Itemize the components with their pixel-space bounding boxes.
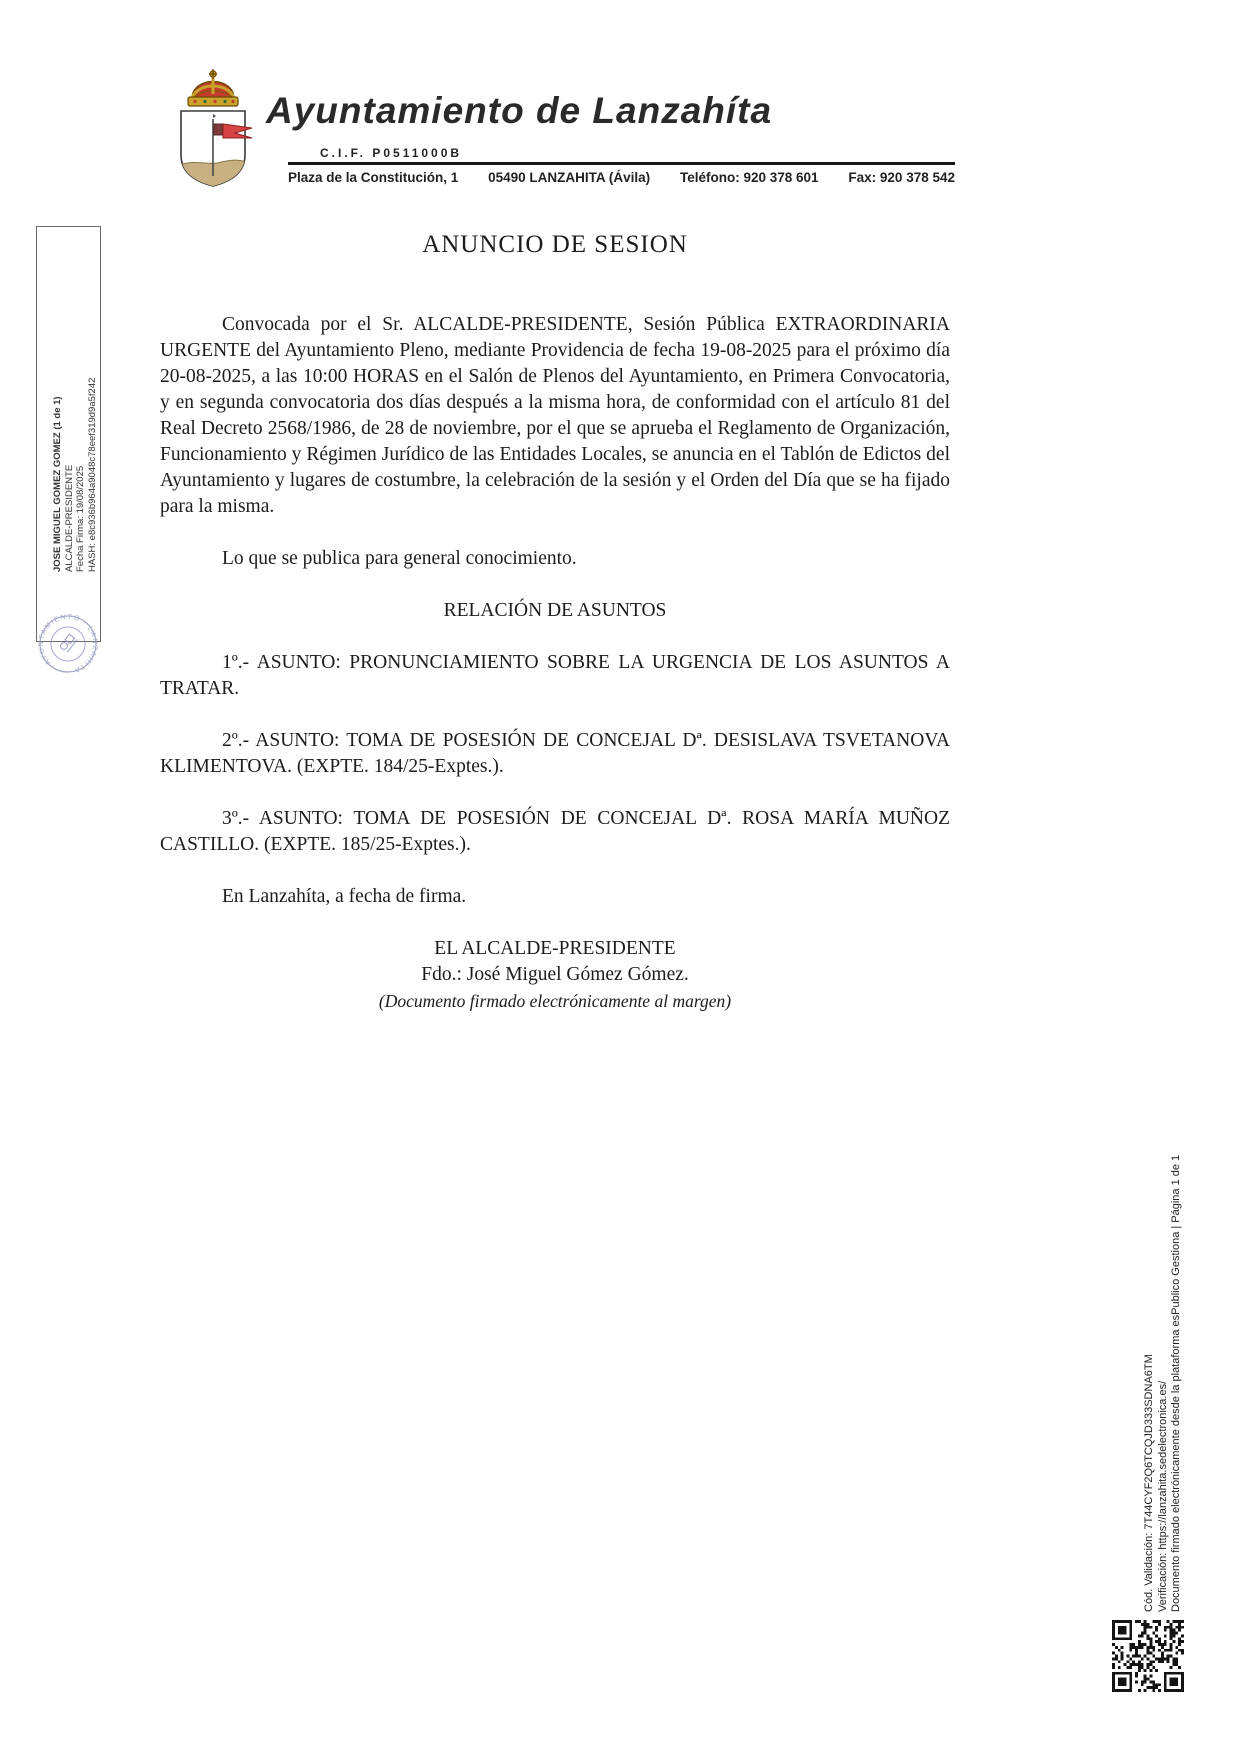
- signer-name: JOSE MIGUEL GOMEZ GOMEZ (1 de 1): [52, 396, 63, 572]
- signature-hash: HASH: e8c936b964a9048c78eef319d9a5f242: [86, 377, 98, 572]
- signer-role: ALCALDE-PRESIDENTE: [63, 464, 75, 572]
- signature-name: Fdo.: José Miguel Gómez Gómez.: [421, 964, 689, 985]
- signature-note: (Documento firmado electrónicamente al margen): [378, 991, 732, 1011]
- publication-paragraph: Lo que se publica para general conocimiento.: [222, 548, 577, 569]
- header-postal: 05490 LANZAHITA (Ávila): [488, 170, 651, 185]
- validation-strip: [1143, 964, 1184, 1612]
- esignature-details: [52, 332, 98, 572]
- document-title: ANUNCIO DE SESION: [422, 231, 688, 258]
- agenda-heading: RELACIÓN DE ASUNTOS: [443, 600, 667, 621]
- signature-block: [160, 936, 950, 1014]
- cif-number: C.I.F. P0511000B: [320, 146, 463, 160]
- municipality-title: Ayuntamiento de Lanzahíta: [266, 90, 773, 131]
- validation-code: Cód. Validación: 7T44CYF2Q6TCQJD333SDNA6TM: [1143, 1354, 1155, 1612]
- header-rule: [288, 162, 955, 165]
- header-contact-row: [288, 170, 955, 185]
- convocation-paragraph: Convocada por el Sr. ALCALDE-PRESIDENTE, Sesión Pública EXTRAORDINARIA URGENTE del Ayuntamiento Pleno, mediante Providencia de fecha 19-08-2025 para el próximo día 20-08-2025, a las 10:00 HORAS en el Salón de Plenos del Ayuntamiento, en Primera Convocatoria, y en segunda convocatoria dos días después a la misma hora, de conformidad con el artículo 81 del Real Decreto 2568/1986, de 28 de noviembre, por el que se aprueba el Reglamento de Organización, Funcionamiento y Régimen Jurídico de las Entidades Locales, se anuncia en el Tablón de Edictos del Ayuntamiento y lugares de costumbre, la celebración de la sesión y el Orden del Día que se ha fijado para la misma.: [160, 314, 950, 517]
- town-crest-icon: [162, 64, 264, 199]
- stamp-text: AYUNTAMIENTO · LANZAHITA ·: [37, 613, 99, 675]
- verification-url: Verificación: https://lanzahita.sedelectronica.es/: [1156, 1380, 1169, 1612]
- agenda-item: 2º.- ASUNTO: TOMA DE POSESIÓN DE CONCEJAL Dª. DESISLAVA TSVETANOVA KLIMENTOVA. (EXPTE. 184/25-Exptes.).: [160, 730, 950, 777]
- header-phone: Teléfono: 920 378 601: [680, 170, 819, 185]
- agenda-item: 1º.- ASUNTO: PRONUNCIAMIENTO SOBRE LA URGENCIA DE LOS ASUNTOS A TRATAR.: [160, 652, 950, 699]
- signature-date: Fecha Firma: 19/08/2025: [75, 465, 86, 572]
- agenda-item: 3º.- ASUNTO: TOMA DE POSESIÓN DE CONCEJAL Dª. ROSA MARÍA MUÑOZ CASTILLO. (EXPTE. 185/25-Exptes.).: [160, 808, 950, 855]
- document-body: [160, 232, 950, 1014]
- qr-code: [1112, 1620, 1184, 1692]
- platform-note: Documento firmado electrónicamente desde la plataforma esPublico Gestiona | Página 1 de 1: [1170, 1154, 1182, 1612]
- closing-line: En Lanzahíta, a fecha de firma.: [222, 886, 467, 907]
- signature-role: EL ALCALDE-PRESIDENTE: [434, 938, 676, 959]
- svg-text:AYUNTAMIENTO · LANZAHITA ·: [33, 609, 103, 679]
- header-fax: Fax: 920 378 542: [848, 170, 955, 185]
- municipal-stamp-icon: [33, 609, 103, 679]
- header-address: Plaza de la Constitución, 1: [288, 170, 459, 185]
